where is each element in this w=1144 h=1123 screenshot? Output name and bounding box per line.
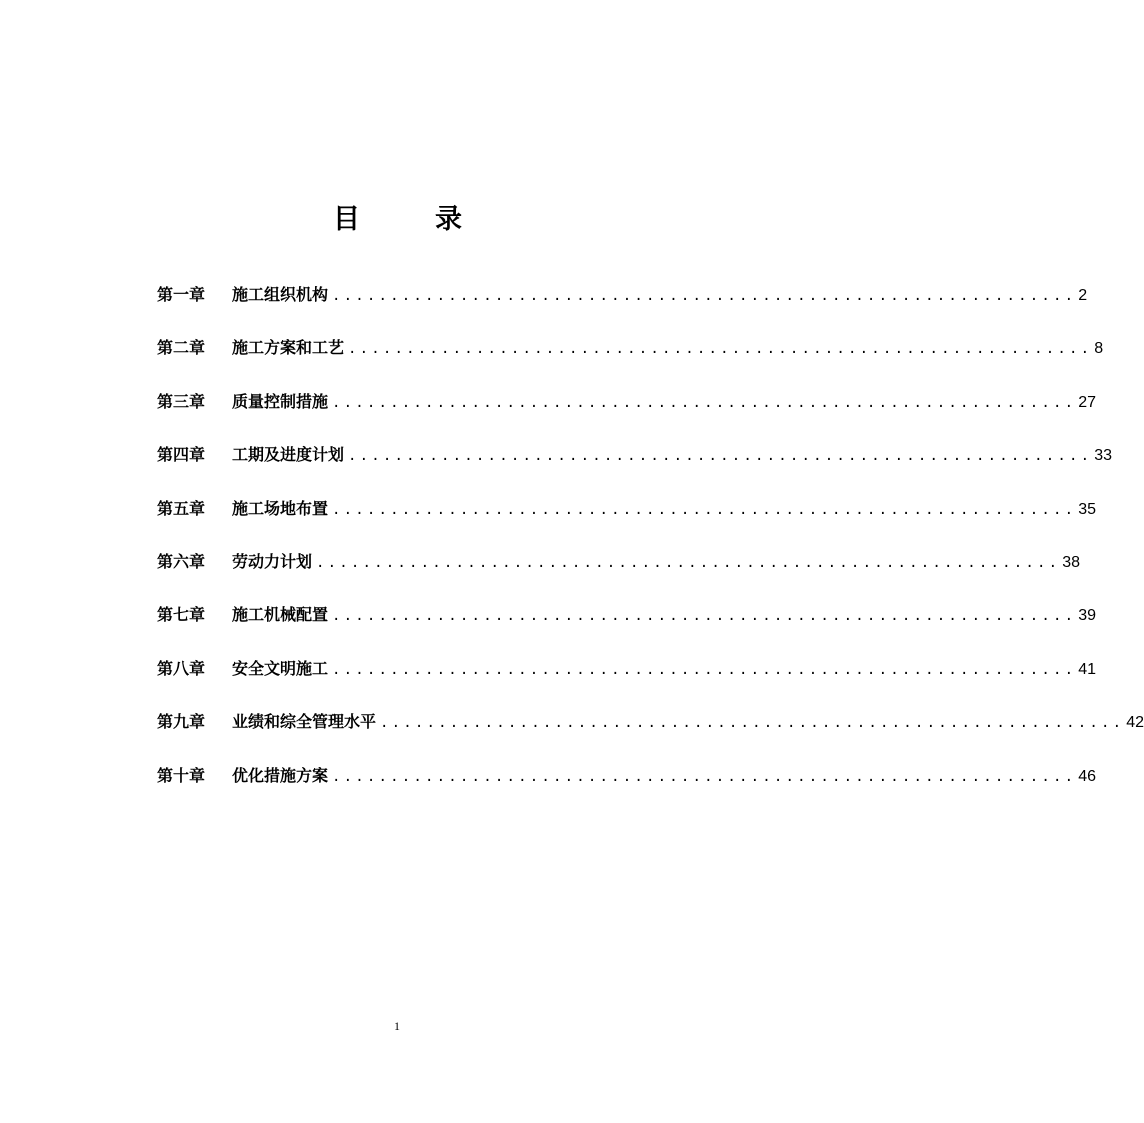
toc-chapter-number: 第八章 (157, 658, 206, 678)
toc-entry[interactable] (157, 387, 1097, 440)
toc-chapter-title: 施工机械配置 (232, 605, 329, 625)
toc-entry[interactable] (157, 707, 1144, 760)
toc-chapter-title: 安全文明施工 (232, 658, 329, 678)
toc-page-number: 39 (1078, 607, 1097, 625)
toc-dot-leader: ................................................................ (316, 554, 1061, 571)
toc-dot-leader: ................................................................ (348, 448, 1093, 465)
toc-page-number: 8 (1094, 340, 1104, 358)
toc-dot-leader: ................................................................ (332, 394, 1077, 411)
footer-page-number: 1 (394, 1019, 400, 1033)
toc-entry[interactable] (157, 600, 1097, 653)
toc-dot-leader: ................................................................ (380, 715, 1125, 732)
toc-entry[interactable] (157, 654, 1097, 707)
toc-chapter-number: 第六章 (157, 551, 206, 571)
toc-dot-leader: ................................................................ (348, 341, 1093, 358)
toc-page-number: 42 (1126, 714, 1144, 732)
toc-page-number: 38 (1062, 553, 1081, 571)
toc-dot-leader: ................................................................ (332, 608, 1077, 625)
toc-chapter-title: 施工方案和工艺 (232, 338, 345, 358)
toc-chapter-title: 施工场地布置 (232, 498, 329, 518)
toc-list (157, 280, 1144, 814)
toc-chapter-number: 第二章 (157, 338, 206, 358)
toc-dot-leader: ................................................................ (332, 661, 1077, 678)
toc-chapter-title: 工期及进度计划 (232, 445, 345, 465)
toc-chapter-title: 施工组织机构 (232, 285, 329, 304)
toc-chapter-number: 第九章 (157, 712, 206, 732)
toc-chapter-title: 优化措施方案 (232, 765, 329, 785)
toc-heading (0, 198, 794, 242)
toc-entry[interactable] (157, 547, 1081, 600)
toc-chapter-title: 业绩和综全管理水平 (232, 712, 377, 732)
toc-chapter-number: 第七章 (157, 605, 206, 625)
toc-heading-char-2: 录 (435, 204, 462, 235)
toc-entry[interactable] (157, 333, 1104, 386)
toc-page-number: 33 (1094, 447, 1113, 465)
toc-chapter-number: 第四章 (157, 445, 206, 465)
toc-dot-leader: ................................................................ (332, 501, 1077, 518)
toc-page-number: 35 (1078, 500, 1097, 518)
toc-dot-leader: ................................................................ (332, 768, 1077, 785)
toc-page-number: 27 (1078, 393, 1097, 411)
toc-page-number: 46 (1078, 767, 1097, 785)
toc-entry[interactable] (157, 761, 1097, 814)
toc-chapter-number: 第一章 (157, 285, 206, 304)
toc-entry[interactable] (157, 494, 1097, 547)
toc-heading-char-1: 目 (333, 204, 360, 235)
toc-chapter-number: 第十章 (157, 765, 206, 785)
toc-chapter-title: 质量控制措施 (232, 391, 329, 411)
toc-chapter-number: 第五章 (157, 498, 206, 518)
toc-page-number: 2 (1078, 287, 1088, 304)
toc-entry[interactable] (157, 280, 1088, 333)
toc-chapter-number: 第三章 (157, 391, 206, 411)
toc-chapter-title: 劳动力计划 (232, 551, 313, 571)
toc-entry[interactable] (157, 440, 1113, 493)
toc-page-number: 41 (1078, 660, 1097, 678)
toc-dot-leader: ................................................................ (332, 288, 1077, 304)
